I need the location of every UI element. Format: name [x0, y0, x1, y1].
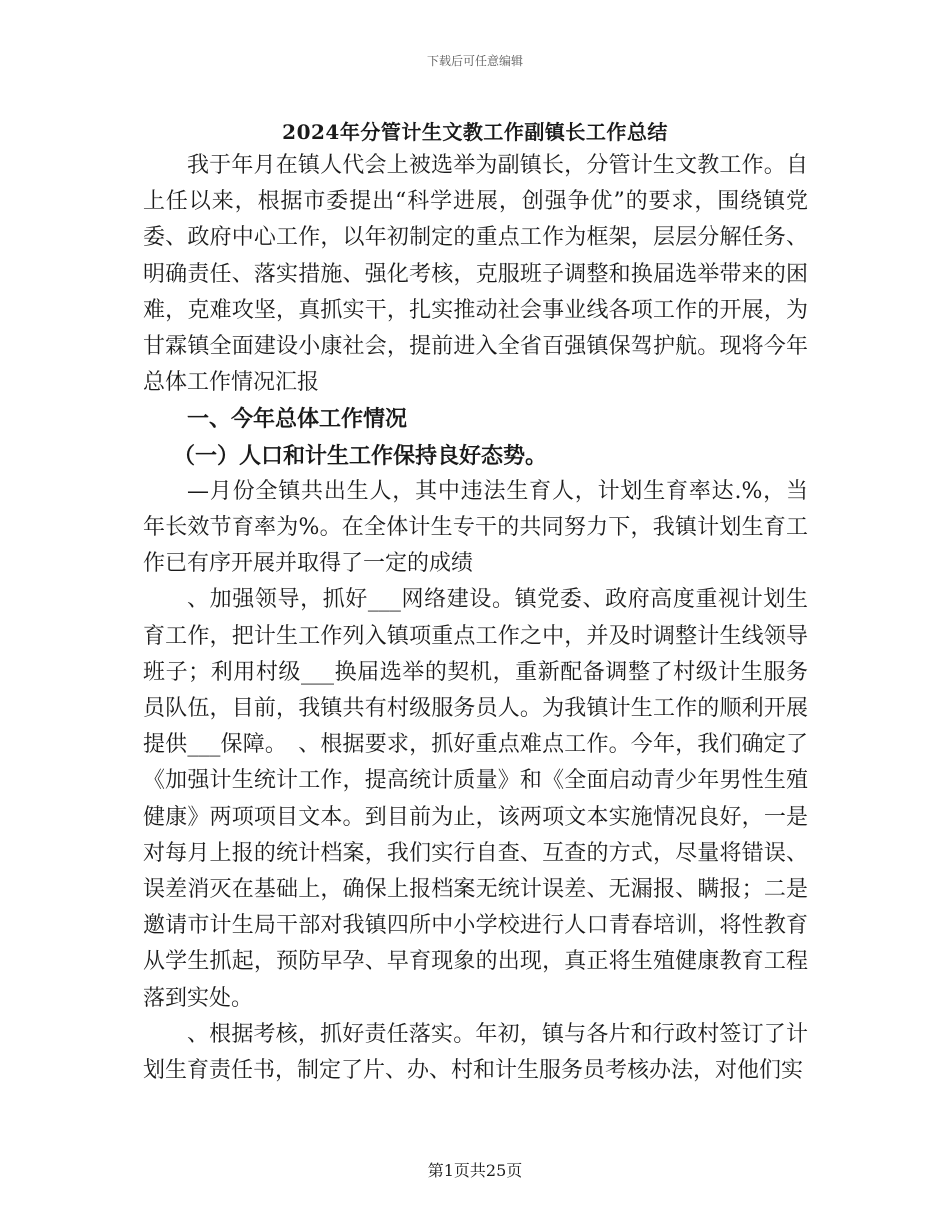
paragraph-responsibility: 、根据考核，抓好责任落实。年初，镇与各片和行政村签订了计划生育责任书，制定了片、办、村和计生服务员考核办法，对他们实	[143, 1021, 808, 1084]
document-title: 2024年分管计生文教工作副镇长工作总结	[282, 120, 668, 144]
document-body	[143, 148, 808, 1089]
subsection-heading: （一）人口和计生工作保持良好态势。	[173, 442, 548, 469]
paragraph-intro: 我于年月在镇人代会上被选举为副镇长，分管计生文教工作。自上任以来，根据市委提出“科学进展，创强争优”的要求，围绕镇党委、政府中心工作，以年初制定的重点工作为框架，层层分解任务、明确责任、落实措施、强化考核，克服班子调整和换届选举带来的困难，克难攻坚，真抓实干，扎实推动社会事业线各项工作的开展，为甘霖镇全面建设小康社会，提前进入全省百强镇保驾护航。现将今年总体工作情况汇报	[143, 153, 808, 396]
paragraph-leadership: 、加强领导，抓好___网络建设。镇党委、政府高度重视计划生育工作，把计生工作列入镇项重点工作之中，并及时调整计生线领导班子；利用村级___换届选举的契机，重新配备调整了村级计生服务员队伍，目前，我镇共有村级服务员人。为我镇计生工作的顺利开展提供___保障。 、根据要求，抓好重点难点工作。今年，我们确定了《加强计生统计工作，提高统计质量》和《全面启动青少年男性生殖健康》两项项目文本。到目前为止，该两项文本实施情况良好，一是对每月上报的统计档案，我们实行自查、互查的方式，尽量将错误、误差消灭在基础上，确保上报档案无统计误差、无漏报、瞒报；二是邀请市计生局干部对我镇四所中小学校进行人口青春培训，将性教育从学生抓起，预防早孕、早育现象的出现，真正将生殖健康教育工程落到实处。	[143, 587, 808, 1011]
paragraph-statistics: —月份全镇共出生人，其中违法生育人，计划生育率达.%，当年长效节育率为%。在全体计生专干的共同努力下，我镇计划生育工作已有序开展并取得了一定的成绩	[143, 478, 808, 577]
page-number: 第1页共25页	[427, 1161, 523, 1180]
section-heading: 一、今年总体工作情况	[187, 406, 408, 433]
header-note: 下载后可任意编辑	[426, 54, 523, 68]
